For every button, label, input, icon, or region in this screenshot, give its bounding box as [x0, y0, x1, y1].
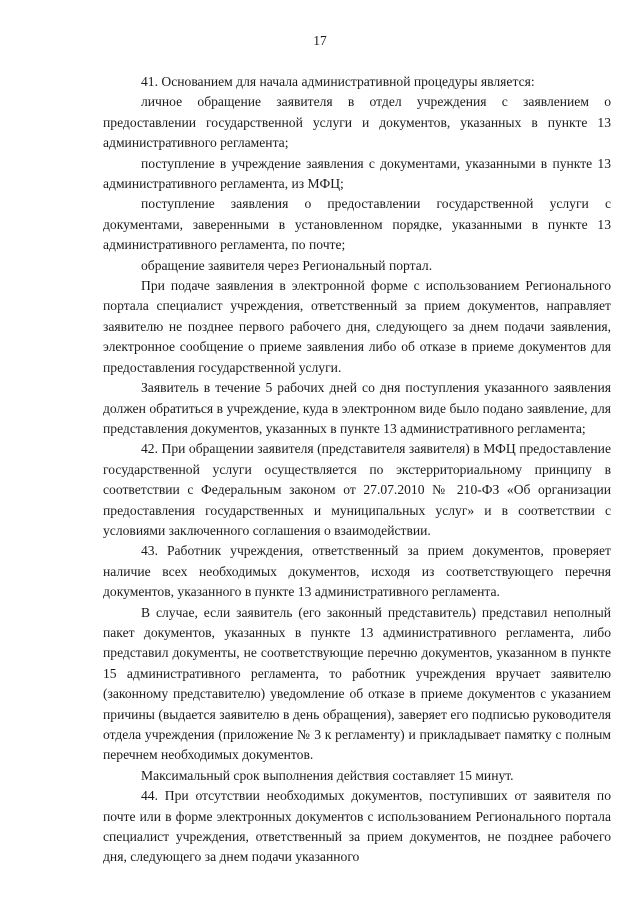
paragraph-five-working-days: Заявитель в течение 5 рабочих дней со дня поступления указанного заявления должен обратиться в учреждение, куда в электронном виде было подано заявление, для представления документов, указанных в пункте 13 административного регламента; — [103, 380, 611, 436]
paragraph-receipt-by-mail: поступление заявления о предоставлении государственной услуги с документами, заверенными в установленном порядке, указанными в пункте 13 административного регламента, по почте; — [103, 196, 611, 253]
paragraph-41-basis: 41. Основанием для начала административной процедуры является: — [141, 74, 535, 89]
paragraph-receipt-from-mfc: поступление в учреждение заявления с документами, указанными в пункте 13 административного регламента, из МФЦ; — [103, 155, 611, 192]
paragraph-electronic-submission: При подаче заявления в электронной форме с использованием Регионального портала специалист учреждения, ответственный за прием документов, направляет заявителю не позднее первого рабочего дня, следующего за днем подачи заявления, электронное сообщение о приеме заявления либо об отказе в приеме документов для предоставления государственной услуги. — [103, 278, 611, 375]
paragraph-incomplete-package: В случае, если заявитель (его законный представитель) представил неполный пакет документов, указанных в пункте 13 административного регламента, либо представил документы, не соответствующие перечню документов, указанном в пункте 15 административного регламента, то работник учреждения вручает заявителю (законному представителю) уведомление об отказе в приеме документов с указанием причины (выдается заявителю в день обращения), заверяет его подписью руководителя отдела учреждения (приложение № 3 к регламенту) и прикладывает памятку с полным перечнем необходимых документов. — [103, 604, 611, 763]
paragraph-43-check-documents: 43. Работник учреждения, ответственный за прием документов, проверяет наличие всех необходимых документов, исходя из соответствующего перечня документов, указанного в пункте 13 административного регламента. — [103, 543, 611, 600]
page-number: 17 — [313, 33, 327, 48]
paragraph-44-missing-documents: 44. При отсутствии необходимых документов, поступивших от заявителя по почте или в форме электронных документов с использованием Регионального портала специалист учреждения, ответственный за прием документов, не позднее рабочего дня, следующего за днем подачи указанного — [103, 788, 611, 865]
paragraph-42-mfc: 42. При обращении заявителя (представителя заявителя) в МФЦ предоставление государственной услуги осуществляется по экстерриториальному принципу в соответствии с Федеральным законом от 27.07.2010 № 210-ФЗ «Об организации предоставления государственных и муниципальных услуг» и в соответствии с условиями заключенного соглашения о взаимодействии. — [103, 441, 611, 538]
document-body — [103, 72, 611, 868]
paragraph-max-duration: Максимальный срок выполнения действия составляет 15 минут. — [141, 767, 514, 783]
paragraph-regional-portal: обращение заявителя через Региональный портал. — [141, 257, 433, 273]
paragraph-personal-appeal: личное обращение заявителя в отдел учреждения с заявлением о предоставлении государственной услуги и документов, указанных в пункте 13 административного регламента; — [103, 94, 611, 151]
